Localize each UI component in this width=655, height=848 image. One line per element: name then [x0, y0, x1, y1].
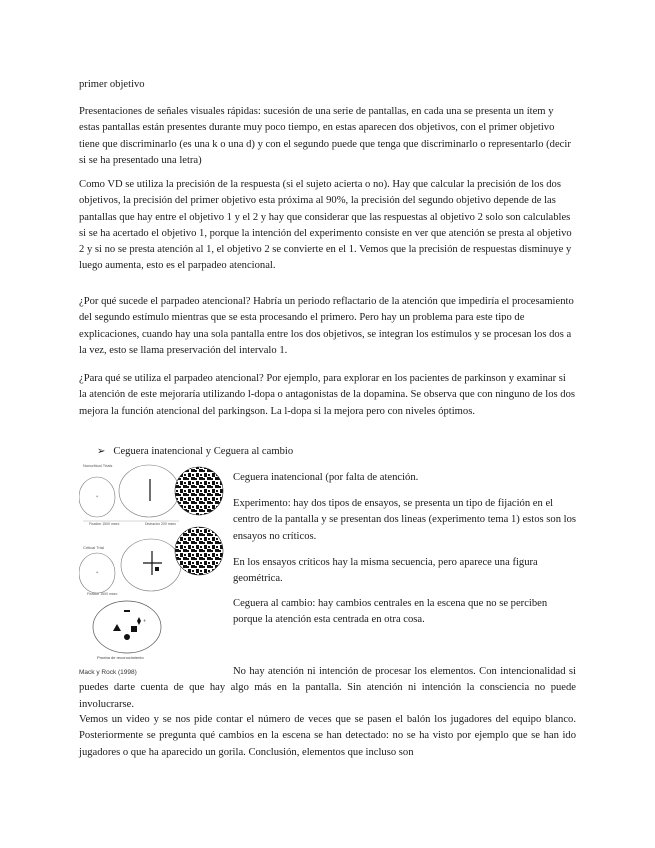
- paragraph-why-blink: ¿Por qué sucede el parpadeo atencional? Habría un periodo reflactario de la atención que impediría el procesamiento del segundo estímulo mientras que se esta procesando el primero. Pero hay un problema para este tipo de explicaciones, cuando hay una sola pantalla entre los dos objetivos, se integran los estímulos y se procesan los dos a la vez, esto se llama preservación del intervalo 1.: [79, 296, 574, 356]
- critical-display-circle: [121, 539, 181, 591]
- paragraph-precision: Como VD se utiliza la precisión de la respuesta (si el sujeto acierta o no). Hay que calcular la precisión de los dos objetivos, la precisión del primer objetivo esta próxima al 90%, la precisión del segundo objetivo depende de las pantallas que hay entre el objetivo 1 y el 2 y hay que considerar que las respuestas al objetivo 2 solo son calculables si se ha acertado el objetivo 1, porque la intención del experimento consiste en ver que atención se presta al objetivo 2 y si no se presta atención al 1, el objetivo 2 se convierte en el 1. Vemos que la precisión de respuestas disminuye y luego aumenta, esto es el parpadeo atencional.: [79, 179, 572, 272]
- right-paragraph-critical: En los ensayos críticos hay la misma secuencia, pero aparece una figura geométrica.: [233, 557, 538, 585]
- recog-dash-icon: [124, 610, 130, 612]
- bullet-text: Ceguera inatencional y Ceguera al cambio: [113, 446, 294, 457]
- label-fixation-mid: Fixation 1500 msec: [87, 592, 118, 596]
- critical-square-icon: [155, 567, 159, 571]
- figure-caption: Mack y Rock (1998): [79, 669, 137, 676]
- paragraph-parkinson: ¿Para qué se utiliza el parpadeo atencional? Por ejemplo, para explorar en los pacientes de parkinson y examinar si la atención de este mejoraría utilizando l-dopa o antagonistas de la dopamina. Se observa que con ninguno de los dos mejora la función atencional del parkingson. La l-dopa si la mejora pero con niveles óptimos.: [79, 373, 575, 417]
- recog-circle-icon: [124, 634, 130, 640]
- section-heading: primer objetivo: [79, 79, 145, 90]
- label-noncritical: Noncritical Trials: [83, 463, 113, 468]
- label-distractor: Distractor 200 msec: [145, 522, 177, 526]
- recog-diamond-icon: [137, 617, 141, 625]
- label-recognition: Prueba de reconocimiento: [97, 655, 144, 660]
- recognition-circle: [93, 601, 161, 653]
- right-paragraph-change-blindness: Ceguera al cambio: hay cambios centrales en la escena que no se perciben porque la atención esta centrada en otra cosa.: [233, 598, 548, 626]
- arrow-bullet-icon: ➢: [97, 446, 106, 457]
- recog-triangle-icon: [113, 624, 121, 631]
- right-paragraph-inattentional: Ceguera inatencional (por falta de atención.: [233, 472, 419, 483]
- lines-display-circle: [119, 465, 179, 517]
- fixation-cross-icon-2: +: [95, 571, 99, 576]
- recog-square-icon: [131, 626, 137, 632]
- inattentional-blindness-figure: [79, 461, 229, 681]
- recog-cross-icon: +: [143, 619, 147, 625]
- right-paragraph-experiment: Experimento: hay dos tipos de ensayos, se presenta un tipo de fijación en el centro de la pantalla y se presentan dos lineas (experimento tema 1) estos son los ensayos no críticos.: [233, 498, 577, 542]
- bullet-item: [97, 444, 293, 460]
- mask-circle: [175, 467, 223, 515]
- paragraph-gorilla-video: Vemos un video y se nos pide contar el número de veces que se pasen el balón los jugadores del equipo blanco. Posteriormente se pregunta qué cambios en la escena se han detectado: no se ha visto por ejemplo que se han ido jugadores o que ha aparecido un gorila. Conclusión, elementos que incluso son: [79, 714, 576, 758]
- fixation-cross-icon: +: [95, 495, 99, 500]
- mask-circle-2: [175, 527, 223, 575]
- paragraph-rsvp: Presentaciones de señales visuales rápidas: sucesión de una serie de pantallas, en cada una se presenta un ítem y estas pantallas están presentes durante muy poco tiempo, en estas aparecen dos objetivos, con el primer objetivo tiene que discriminarlo (es una k o una d) y con el segundo puede que tenga que discriminarlo o representarlo (decir si se ha presentado una letra): [79, 106, 571, 166]
- figure-drawing: [79, 461, 229, 681]
- label-fixation-top: Fixation 1500 msec: [89, 522, 120, 526]
- paragraph-no-attention: No hay atención ni intención de procesar los elementos. Con intencionalidad si puedes darte cuenta de que hay algo más en la pantalla. Sin atención ni intención la consciencia no puede involucrarse.: [79, 666, 576, 710]
- label-critical: Critical Trial: [83, 545, 104, 550]
